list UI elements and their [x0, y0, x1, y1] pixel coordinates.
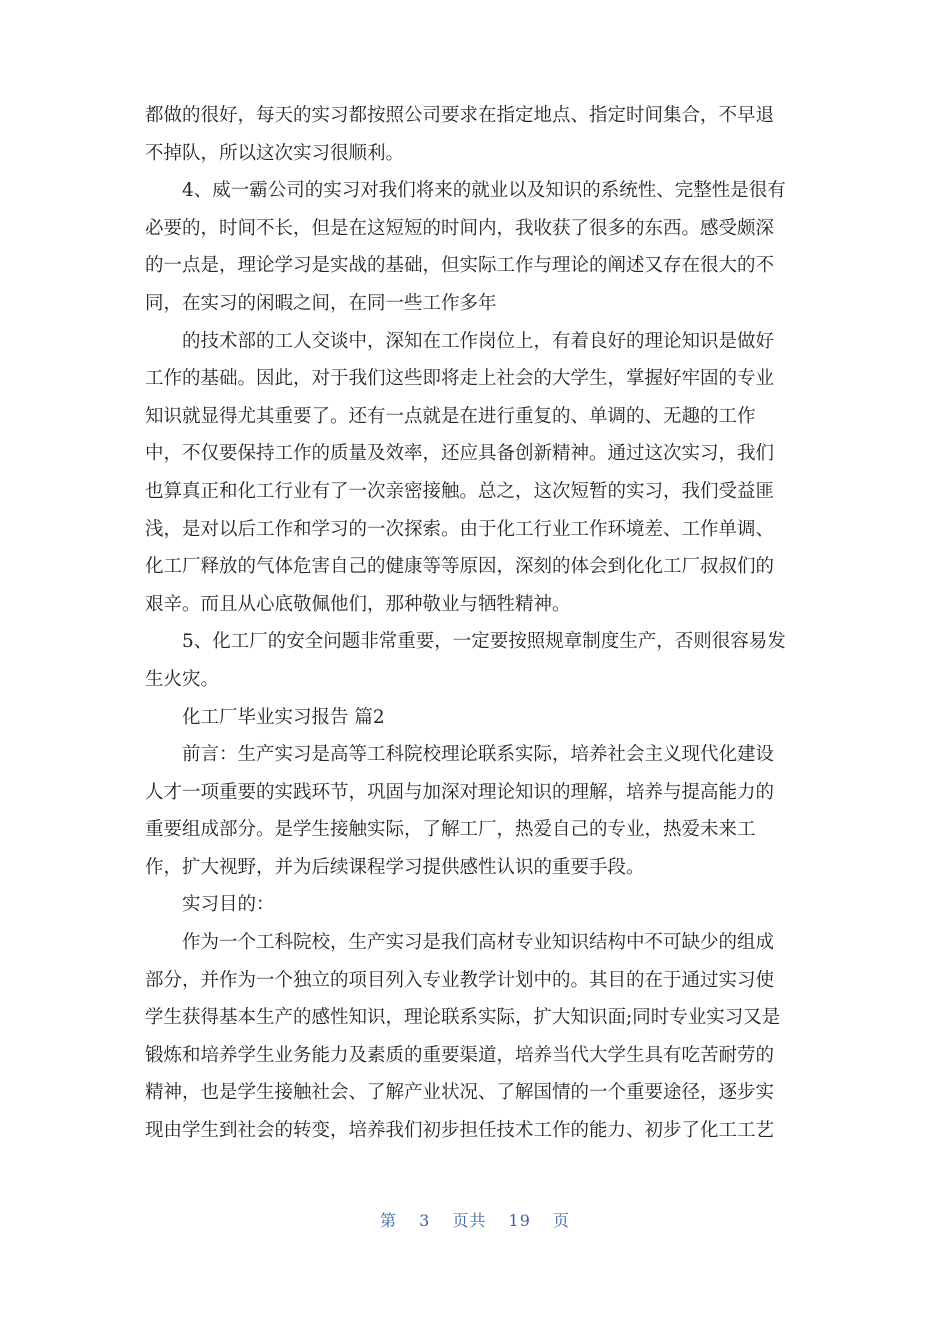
text-line: 现由学生到社会的转变，培养我们初步担任技术工作的能力、初步了化工工艺 [145, 1120, 775, 1142]
text-line: 的技术部的工人交谈中，深知在工作岗位上，有着良好的理论知识是做好 [182, 330, 775, 352]
total-page-count: 19 [508, 1211, 531, 1230]
text-line: 中，不仅要保持工作的质量及效率，还应具备创新精神。通过这次实习，我们 [145, 443, 775, 465]
text-line: 浅，是对以后工作和学习的一次探索。由于化工行业工作环境差、工作单调、 [145, 518, 775, 540]
text-line: 精神，也是学生接触社会、了解产业状况、了解国情的一个重要途径，逐步实 [145, 1082, 775, 1104]
document-body [145, 97, 807, 1150]
text-line: 化工厂释放的气体危害自己的健康等等原因，深刻的体会到化化工厂叔叔们的 [145, 556, 775, 578]
text-line: 作为一个工科院校，生产实习是我们高材专业知识结构中不可缺少的组成 [182, 932, 775, 954]
text-line: 5、化工厂的安全问题非常重要，一定要按照规章制度生产，否则很容易发 [182, 631, 786, 653]
text-line: 必要的，时间不长，但是在这短短的时间内，我收获了很多的东西。感受颇深 [145, 217, 775, 239]
text-line: 作，扩大视野，并为后续课程学习提供感性认识的重要手段。 [145, 856, 645, 878]
text-line: 同，在实习的闲暇之间，在同一些工作多年 [145, 292, 497, 314]
text-line: 锻炼和培养学生业务能力及素质的重要渠道，培养当代大学生具有吃苦耐劳的 [145, 1044, 775, 1066]
text-line: 都做的很好，每天的实习都按照公司要求在指定地点、指定时间集合，不早退 [145, 105, 775, 126]
page-label-prefix: 第 [380, 1211, 398, 1230]
text-line: 生火灾。 [145, 668, 220, 690]
page-number-footer [0, 1208, 950, 1231]
text-line: 部分，并作为一个独立的项目列入专业教学计划中的。其目的在于通过实习使 [145, 969, 775, 991]
page-label-mid: 页共 [452, 1211, 487, 1230]
text-line: 化工厂毕业实习报告 篇2 [182, 706, 385, 728]
text-line: 不掉队，所以这次实习很顺利。 [145, 142, 405, 164]
text-line: 人才一项重要的实践环节，巩固与加深对理论知识的理解，培养与提高能力的 [145, 781, 775, 803]
text-line: 实习目的： [182, 894, 275, 916]
current-page-number: 3 [419, 1211, 431, 1230]
text-line: 也算真正和化工行业有了一次亲密接触。总之，这次短暂的实习，我们受益匪 [145, 480, 775, 502]
text-line: 工作的基础。因此，对于我们这些即将走上社会的大学生，掌握好牢固的专业 [145, 368, 775, 390]
text-line: 4、威一霸公司的实习对我们将来的就业以及知识的系统性、完整性是很有 [182, 180, 786, 202]
text-line: 学生获得基本生产的感性知识，理论联系实际，扩大知识面;同时专业实习又是 [145, 1007, 781, 1029]
text-line: 前言：生产实习是高等工科院校理论联系实际，培养社会主义现代化建设 [182, 744, 775, 766]
page-label-suffix: 页 [552, 1211, 570, 1230]
text-line: 艰辛。而且从心底敬佩他们，那种敬业与牺牲精神。 [145, 593, 571, 615]
text-line: 知识就显得尤其重要了。还有一点就是在进行重复的、单调的、无趣的工作 [145, 405, 756, 427]
text-line: 重要组成部分。是学生接触实际，了解工厂，热爱自己的专业，热爱未来工 [145, 819, 756, 841]
text-line: 的一点是，理论学习是实战的基础，但实际工作与理论的阐述又存在很大的不 [145, 255, 775, 277]
